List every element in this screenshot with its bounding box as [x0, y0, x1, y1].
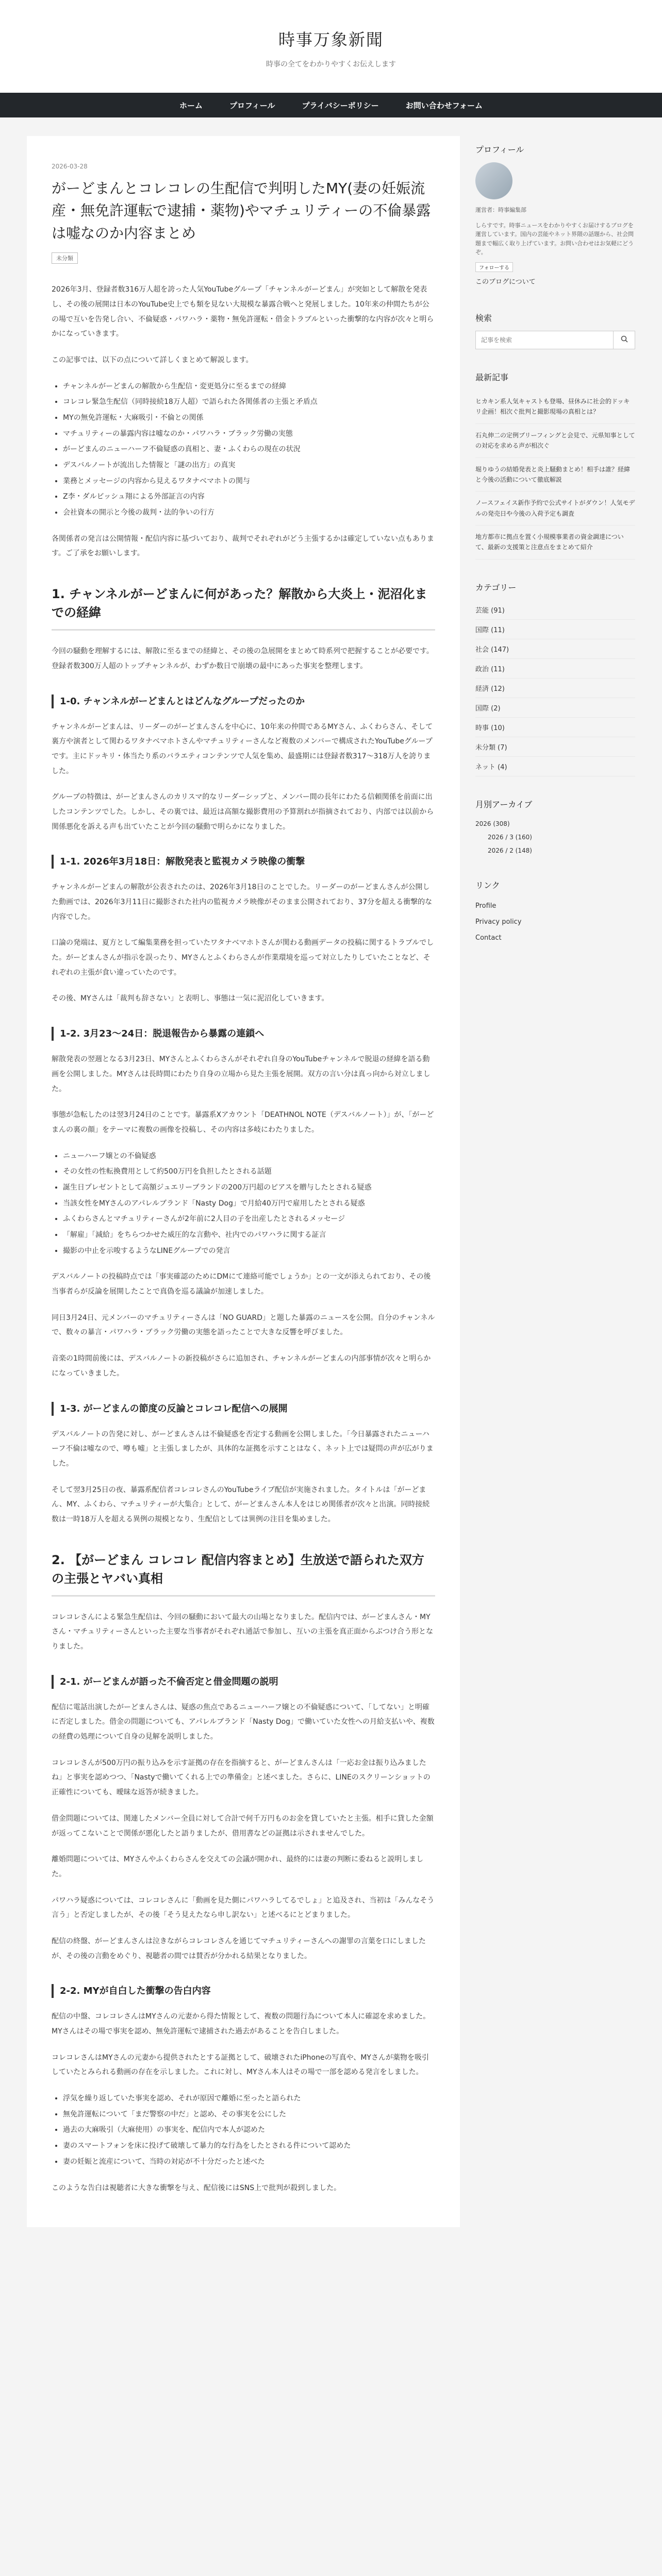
profile-widget: [475, 143, 635, 290]
subsection-heading: 1-0. チャンネルがーどまんとはどんなグループだったのか: [52, 694, 435, 708]
post-date: 2026-03-28: [52, 163, 88, 170]
list-item: • 会社資本の開示と今後の裁判・法的争いの行方: [63, 505, 435, 520]
paragraph: 配信の中盤、コレコレさんはMYさんの元妻から得た情報として、複数の問題行為について本人に確認を求めました。MYさんはその場で事実を認め、無免許運転で逮捕された過去があることを告白しました。: [52, 2012, 431, 2036]
follow-button[interactable]: フォローする: [475, 262, 513, 272]
category-link[interactable]: 未分類 (7): [475, 737, 635, 757]
paragraph: グループの特徴は、がーどまんさんのカリスマ的なリーダーシップと、メンバー間の長年にわたる信頼関係を前面に出したコンテンツでした。しかし、その裏では、最近は高額な撮影費用の予算割れが指摘されており、内部では以前から関係悪化を訴える声も出ていたことが今回の騒動で明らかになりました。: [52, 793, 434, 831]
recent-post-link[interactable]: 石丸伸二の定例ブリーフィングと会見で、元県知事としての対応を求める声が相次ぐ: [475, 424, 635, 458]
allegation-list: [63, 1149, 435, 1259]
avatar: [475, 162, 512, 199]
paragraph: 配信の終盤、がーどまんさんは泣きながらコレコレさんを通じてマチュリティーさんへの謝罪の言葉を口にしましたが、その後の言動をめぐり、視聴者の間では賛否が分かれる結果となりました。: [52, 1937, 426, 1960]
category-link[interactable]: 政治 (11): [475, 659, 635, 679]
link-privacy[interactable]: Privacy policy: [475, 918, 522, 926]
site-title[interactable]: 時事万象新聞: [278, 30, 384, 49]
article-content: [52, 282, 435, 2195]
widget-title: リンク: [475, 880, 500, 890]
paragraph: コレコレさんによる緊急生配信は、今回の騒動において最大の山場となりました。配信内では、がーどまんさん・MYさん・マチュリティーさんといった主要な当事者がそれぞれ通話で参加し、互いの主張を真正面からぶつけ合う形となりました。: [52, 1613, 434, 1651]
nav-profile[interactable]: プロフィール: [229, 100, 275, 110]
category-link[interactable]: 国際 (11): [475, 620, 635, 639]
list-item: • MYの無免許運転・大麻吸引・不倫との関係: [63, 411, 435, 426]
paragraph: 口論の発端は、夏方として編集業務を担っていたワタナベマホトさんが関わる動画データの投稿に関するトラブルでした。がーどまんさんが指示を誤ったり、MYさんとふくわらさんが作業環境を巡って対立したりしていたことなど、それぞれの主張が食い違っていたのです。: [52, 939, 434, 977]
paragraph: コレコレさんはMYさんの元妻から提供されたとする証拠として、破壊されたiPhoneの写真や、MYさんが薬物を吸引していたとみられる動画の存在を示しました。これに対し、MYさん本人はその場で一部を認める発言をしました。: [52, 2053, 429, 2077]
confession-list: [63, 2091, 435, 2169]
page-wrap: [27, 136, 635, 2227]
list-item: • その女性の性転換費用として約500万円を負担したとされる話題: [63, 1164, 435, 1179]
intro-list: [63, 379, 435, 520]
recent-post-link[interactable]: 堀りゆうの結婚発表と炎上騒動まとめ！相手は誰？経緯と今後の活動について徹底解説: [475, 458, 635, 492]
link-contact[interactable]: Contact: [475, 934, 502, 942]
subsection-heading: 1-1. 2026年3月18日：解散発表と監視カメラ映像の衝撃: [52, 855, 435, 869]
list-item: • がーどまんのニューハーフ不倫疑惑の真相と、妻・ふくわらの現在の状況: [63, 442, 435, 457]
widget-title: プロフィール: [475, 145, 524, 155]
category-badge[interactable]: 未分類: [52, 252, 78, 264]
paragraph: 借金問題については、関連したメンバー全員に対して合計で何千万円ものお金を貸していたと主張。相手に貸した金額が返ってこないことで関係が悪化したと語りましたが、借用書などの証拠は示されませんでした。: [52, 1814, 434, 1838]
section-heading: 2. 【がーどまん コレコレ 配信内容まとめ】生放送で語られた双方の主張とヤバい真相: [52, 1551, 435, 1597]
list-item: • 過去の大麻吸引（大麻使用）の事実を、配信内で本人が認めた: [63, 2123, 435, 2138]
paragraph: この記事では、以下の点について詳しくまとめて解説します。: [52, 355, 253, 364]
paragraph: 配信に電話出演したがーどまんさんは、疑惑の焦点であるニューハーフ嬢との不倫疑惑について、「してない」と明確に否定しました。借金の問題についても、アパレルブランド「Nasty Dog」で働いていた女性への月給支払いや、複数の経費の処理について自身の見解を説明しました。: [52, 1703, 435, 1741]
list-item: • 当該女性をMYさんのアパレルブランド「Nasty Dog」で月給40万円で雇用したとされる疑惑: [63, 1196, 435, 1211]
search-icon: [621, 335, 628, 343]
subsection-heading: 1-3. がーどまんの節度の反論とコレコレ配信への展開: [52, 1402, 435, 1416]
section-heading: 1. チャンネルがーどまんに何があった？解散から大炎上・泥沼化までの経緯: [52, 585, 435, 631]
archive-month[interactable]: 2026 / 2 (148): [488, 846, 532, 854]
archive-month[interactable]: 2026 / 3 (160): [488, 833, 532, 841]
paragraph: 同日3月24日、元メンバーのマチュリティーさんは「NO GUARD」と題した暴露のニュースを公開。自分のチャンネルで、数々の暴言・パワハラ・ブラック労働の実態を語ったことで大きな反響を呼びました。: [52, 1313, 435, 1337]
profile-text: しらすです。時事ニュースをわかりやすくお届けするブログを運営しています。国内の芸能やネット界隈の話題から、社会問題まで幅広く取り上げています。お問い合わせはお気軽にどうぞ。: [475, 222, 634, 256]
paragraph: その後、MYさんは「裁判も辞さない」と表明し、事態は一気に泥沼化していきます。: [52, 994, 329, 1003]
subsection-heading: 2-2. MYが自白した衝撃の告白内容: [52, 1984, 435, 1998]
paragraph: 2026年3月、登録者数316万人超を誇った人気YouTubeグループ「チャンネルがーどまん」が突如として解散を発表し、その後の展開は日本のYouTube史上でも類を見ない大規模な暴露合戦へと発展しました。10年来の仲間たちが公の場で互いを告発し合い、不倫疑惑・パワハラ・薬物・無免許運転・借金トラブルといった衝撃的な内容が次々と明らかになっていきます。: [52, 285, 434, 338]
list-item: • コレコレ緊急生配信（同時接続18万人超）で語られた各関係者の主張と矛盾点: [63, 395, 435, 410]
paragraph: 解散発表の翌週となる3月23日、MYさんとふくわらさんがそれぞれ自身のYouTubeチャンネルで脱退の経緯を語る動画を公開しました。MYさんは長時間にわたり自身の立場から見た主張を展開。双方の言い分は真っ向から対立しました。: [52, 1055, 431, 1093]
category-link[interactable]: 社会 (147): [475, 639, 635, 659]
category-link[interactable]: 国際 (2): [475, 698, 635, 718]
site-description: 時事の全てをわかりやすくお伝えします: [266, 60, 396, 69]
archive-year[interactable]: 2026 (308): [475, 820, 510, 827]
list-item: • 「解雇」「減給」をちらつかせた威圧的な言動や、社内でのパワハラに関する証言: [63, 1228, 435, 1243]
category-link[interactable]: 芸能 (91): [475, 600, 635, 620]
paragraph: チャンネルがーどまんは、リーダーのがーどまんさんを中心に、10年来の仲間であるMYさん、ふくわらさん、そして裏方や演者として関わるワタナベマホトさんやマチュリティーさんなど複数のメンバーで構成されたYouTubeグループです。主にドッキリ・体当たり系のバラエティコンテンツで人気を集め、最盛期には登録者数317〜318万人を誇りました。: [52, 722, 433, 775]
paragraph: コレコレさんが500万円の振り込みを示す証拠の存在を指摘すると、がーどまんさんは「一応お金は振り込みましたね」と事実を認めつつ、「Nastyで働いてくれる上での準備金」と述べました。さらに、LINEのスクリーンショットの正確性についても、曖昧な返答が続きました。: [52, 1758, 431, 1797]
widget-title: 月別アーカイブ: [475, 799, 533, 809]
list-item: • Z李・ダルビッシュ翔による外部証言の内容: [63, 489, 435, 504]
category-link[interactable]: ネット (4): [475, 757, 635, 776]
category-link[interactable]: 経済 (12): [475, 679, 635, 698]
paragraph: 音楽の1時間前後には、デスバルノートの新投稿がさらに追加され、チャンネルがーどまんの内部事情が次々と明らかになっていきました。: [52, 1354, 431, 1378]
site-header: [0, 0, 662, 93]
list-item: • デスバルノートが流出した情報と「謎の出方」の真実: [63, 458, 435, 473]
nav-privacy[interactable]: プライバシーポリシー: [302, 100, 379, 110]
list-item: • チャンネルがーどまんの解散から生配信・変更処分に至るまでの経緯: [63, 379, 435, 394]
nav-home[interactable]: ホーム: [179, 100, 203, 110]
search-button[interactable]: [614, 331, 635, 349]
paragraph: 今回の騒動を理解するには、解散に至るまでの経緯と、その後の急展開をまとめて時系列で把握することが必要です。登録者数300万人超のトップチャンネルが、わずか数日で崩壊の最中にあった事実を整理します。: [52, 647, 434, 670]
subsection-heading: 1-2. 3月23〜24日：脱退報告から暴露の連鎖へ: [52, 1027, 435, 1041]
list-item: • 無免許運転について「まだ警察の中だ」と認め、その事実を公にした: [63, 2107, 435, 2122]
main-article: [27, 136, 460, 2227]
widget-title: 検索: [475, 313, 492, 323]
recent-post-link[interactable]: 地方都市に拠点を置く小規模事業者の資金調達について、最新の支援策と注意点をまとめて紹介: [475, 526, 635, 560]
list-item: • 誕生日プレゼントとして高額ジュエリーブランドの200万円超のピアスを贈与したとされる疑惑: [63, 1180, 435, 1195]
list-item: • ニューハーフ嬢との不倫疑惑: [63, 1149, 435, 1164]
list-item: • 業務とメッセージの内容から見えるワタナベマホトの関与: [63, 474, 435, 489]
paragraph: チャンネルがーどまんの解散が公表されたのは、2026年3月18日のことでした。リーダーのがーどまんさんが公開した動画では、2026年3月11日に撮影された社内の監視カメラ映像がそのまま公開されており、37分を超える衝撃的な内容でした。: [52, 883, 433, 921]
recent-post-link[interactable]: ヒカキン系人気キャストも登場、昼休みに社会的ドッキリ企画！相次ぐ批判と撮影現場の真相とは？: [475, 390, 635, 424]
archive-widget: [475, 798, 635, 857]
link-profile[interactable]: Profile: [475, 902, 496, 910]
recent-post-link[interactable]: ノースフェイス新作予約で公式サイトがダウン！人気モデルの発売日や今後の入荷予定も調査: [475, 492, 635, 526]
nav-contact[interactable]: お問い合わせフォーム: [405, 100, 483, 110]
list-item: • 妻の妊娠と流産について、当時の対応が不十分だったと述べた: [63, 2155, 435, 2170]
widget-title: 最新記事: [475, 372, 509, 382]
paragraph: 事態が急転したのは翌3月24日のことです。暴露系Xアカウント「DEATHNOL NOTE（デスバルノート）」が、「がーどまんの裏の顔」をテーマに複数の画像を投稿し、その内容は多岐にわたりました。: [52, 1111, 434, 1134]
global-nav: [0, 93, 662, 117]
profile-name: 運営者：時事編集部: [475, 207, 526, 213]
paragraph: デスバルノートの投稿時点では「事実確認のためにDMにて連絡可能でしょうか」との一文が添えられており、その後当事者らが反論を展開したことで真偽を巡る議論が加速しました。: [52, 1273, 431, 1296]
paragraph: 離婚問題については、MYさんやふくわらさんを交えての会議が開かれ、最終的には妻の判断に委ねると説明しました。: [52, 1855, 424, 1878]
search-form: [475, 331, 635, 349]
list-item: • 撮影の中止を示唆するようなLINEグループでの発言: [63, 1244, 435, 1259]
paragraph: そして翌3月25日の夜、暴露系配信者コレコレさんのYouTubeライブ配信が実施されました。タイトルは「がーどまん、MY、ふくわら、マチュリティーが大集合」として、がーどまんさん本人をはじめ関係者が次々と出演。同時接続数は一時18万人を超える異例の規模となり、生配信としては異例の注目を集めました。: [52, 1485, 430, 1523]
sidebar: [475, 136, 635, 968]
profile-link[interactable]: このブログについて: [475, 278, 536, 286]
post-title: がーどまんとコレコレの生配信で判明したMY(妻の妊娠流産・無免許運転で逮捕・薬物)やマチュリティーの不倫暴露は嘘なのか内容まとめ: [52, 180, 431, 242]
category-widget: [475, 581, 635, 776]
paragraph: 各関係者の発言は公開情報・配信内容に基づいており、裁判でそれぞれがどう主張するかは確定していない点もあります。ご了承をお願いします。: [52, 534, 434, 558]
link-widget: [475, 879, 635, 946]
widget-title: カテゴリー: [475, 582, 517, 592]
search-widget: [475, 312, 635, 349]
list-item: • ふくわらさんとマチュリティーさんが2年前に2人目の子を出産したとされるメッセージ: [63, 1212, 435, 1227]
list-item: • マチュリティーの暴露内容は嘘なのか・パワハラ・ブラック労働の実態: [63, 427, 435, 442]
subsection-heading: 2-1. がーどまんが語った不倫否定と借金問題の説明: [52, 1675, 435, 1689]
paragraph: デスバルノートの告発に対し、がーどまんさんは不倫疑惑を否定する動画を公開しました。「今日暴露されたニューハーフ不倫は嘘なので、噂も嘘」と主張しましたが、具体的な証拠を示すことはなく、ネット上では疑問の声が広がりました。: [52, 1430, 434, 1468]
paragraph: このような告白は視聴者に大きな衝撃を与え、配信後にはSNS上で批判が殺到しました。: [52, 2183, 341, 2192]
search-input[interactable]: [475, 331, 614, 349]
category-link[interactable]: 時事 (10): [475, 718, 635, 737]
recent-posts-widget: [475, 371, 635, 560]
list-item: • 浮気を繰り返していた事実を認め、それが原因で離婚に至ったと語られた: [63, 2091, 435, 2106]
paragraph: パワハラ疑惑については、コレコレさんに「動画を見た側にパワハラしてるでしょ」と追及され、当初は「みんなそう言う」と否定しましたが、その後「そう見えたなら申し訳ない」と述べるにとどまりました。: [52, 1896, 435, 1920]
list-item: • 妻のスマートフォンを床に投げて破壊して暴力的な行為をしたとされる件について認めた: [63, 2139, 435, 2154]
